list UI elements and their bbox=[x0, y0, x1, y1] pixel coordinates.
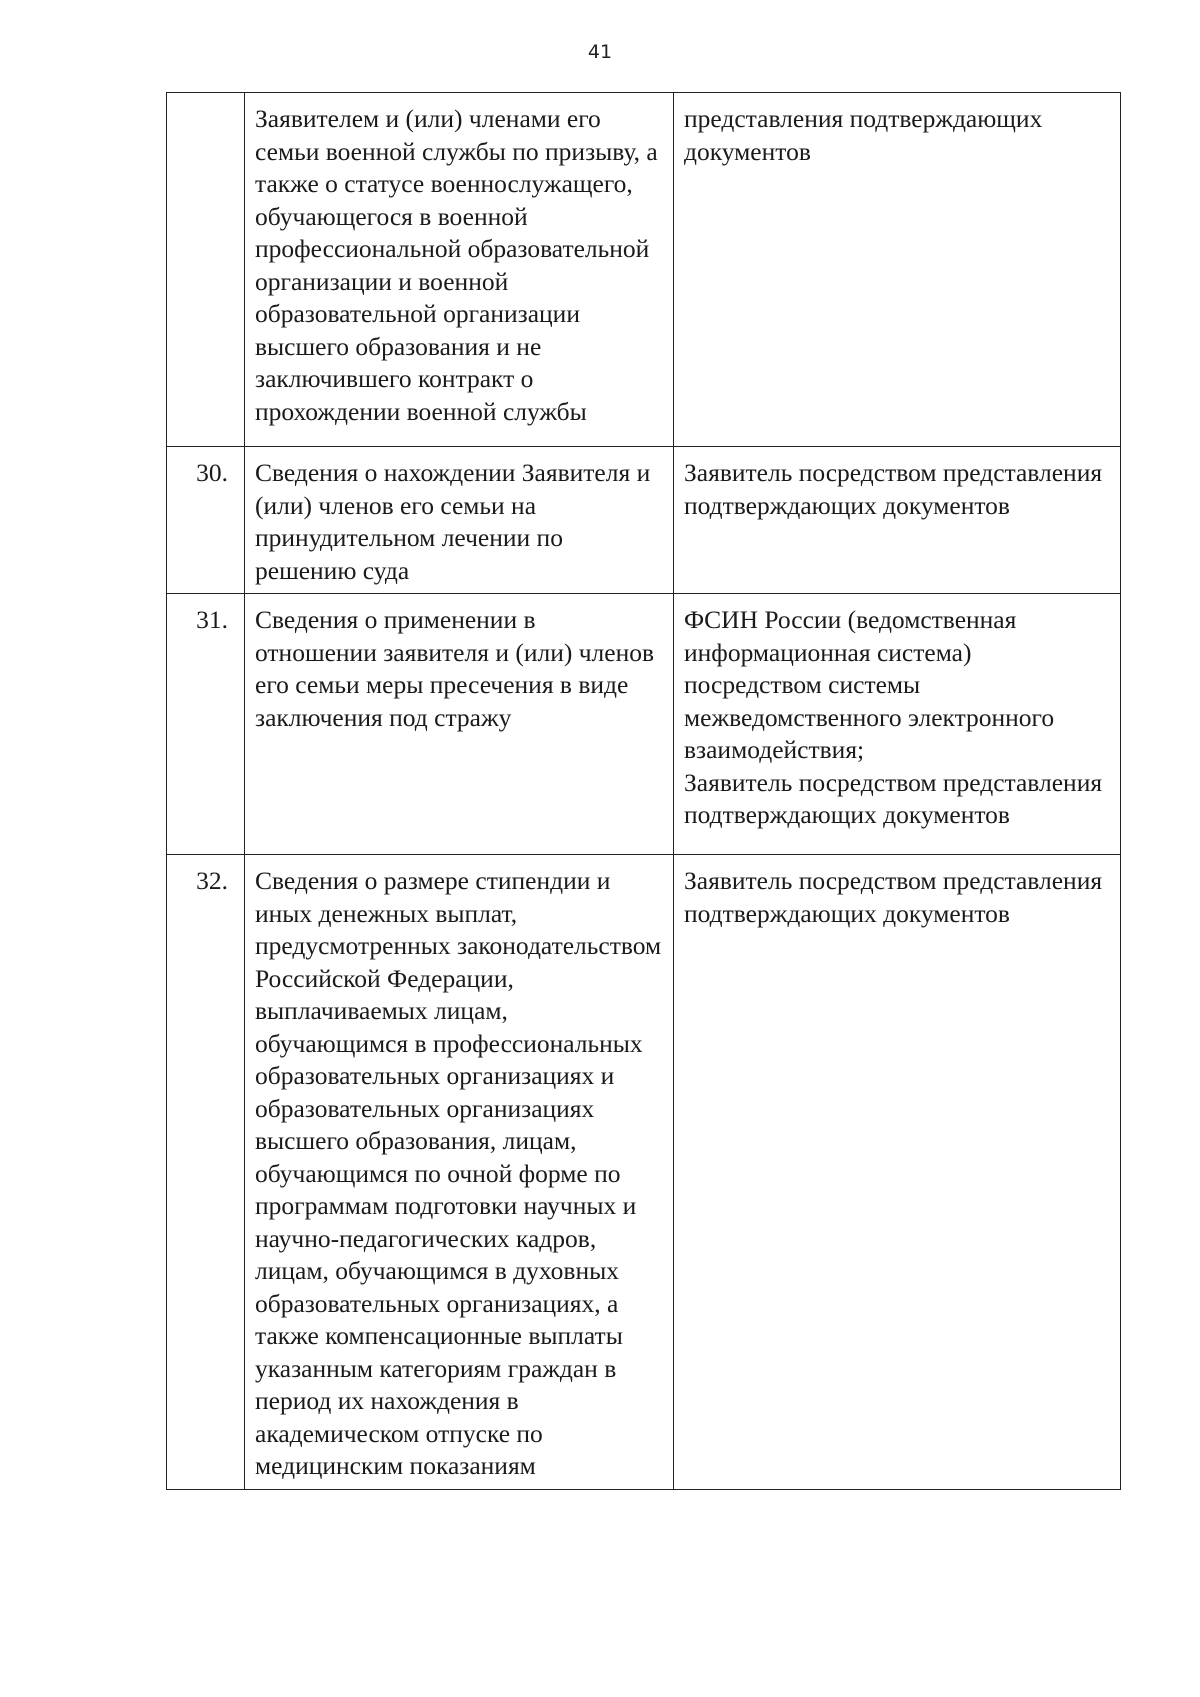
source-cell bbox=[674, 594, 1121, 855]
row-number-cell bbox=[167, 93, 245, 447]
source-line: Заявитель посредством представления подтверждающих документов bbox=[684, 866, 1103, 928]
description-cell: Сведения о нахождении Заявителя и (или) членов его семьи на принудительном лечении по решению суда bbox=[245, 447, 674, 594]
row-number-cell: 30. bbox=[167, 447, 245, 594]
source-line: Заявитель посредством представления подтверждающих документов bbox=[684, 767, 1103, 829]
row-number-cell: 31. bbox=[167, 594, 245, 855]
source-cell bbox=[674, 93, 1121, 447]
page-number: 41 bbox=[587, 41, 613, 63]
row-number-cell: 32. bbox=[167, 855, 245, 1490]
description-cell: Заявителем и (или) членами его семьи военной службы по призыву, а также о статусе военнослужащего, обучающегося в военной профессиональной образовательной организации и военной образовательной организации высшего образования и не заключившего контракт о прохождении военной службы bbox=[245, 93, 674, 447]
description-cell: Сведения о размере стипендии и иных денежных выплат, предусмотренных законодательством Российской Федерации, выплачиваемых лицам, обучающимся в профессиональных образовательных организациях и образовательных организациях высшего образования, лицам, обучающимся по очной форме по программам подготовки научных и научно-педагогических кадров, лицам, обучающимся в духовных образовательных организациях, а также компенсационные выплаты указанным категориям граждан в период их нахождения в академическом отпуске по медицинским показаниям bbox=[245, 855, 674, 1490]
source-line: ФСИН России (ведомственная информационная система) посредством системы межведомственного электронного взаимодействия; bbox=[684, 605, 1055, 764]
documents-table bbox=[166, 92, 1121, 1490]
table-row bbox=[167, 594, 1121, 855]
table-row bbox=[167, 855, 1121, 1490]
table-row bbox=[167, 93, 1121, 447]
table-row bbox=[167, 447, 1121, 594]
description-cell: Сведения о применении в отношении заявителя и (или) членов его семьи меры пресечения в виде заключения под стражу bbox=[245, 594, 674, 855]
source-cell bbox=[674, 447, 1121, 594]
source-cell bbox=[674, 855, 1121, 1490]
source-line: представления подтверждающих документов bbox=[684, 104, 1043, 166]
source-line: Заявитель посредством представления подтверждающих документов bbox=[684, 458, 1103, 520]
